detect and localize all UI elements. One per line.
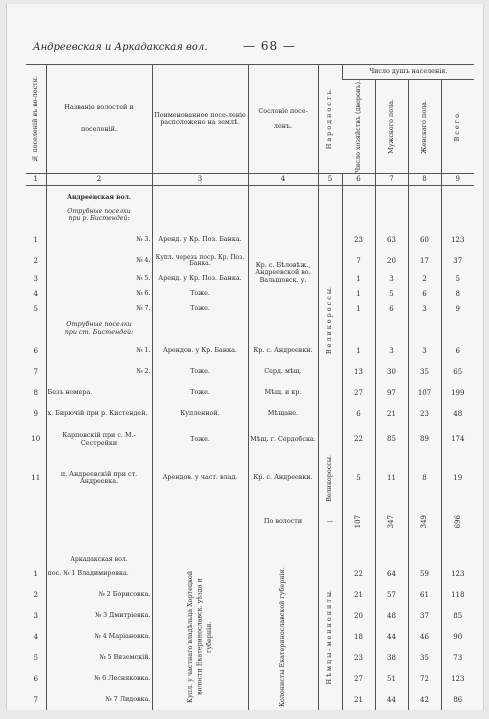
table-cell xyxy=(342,186,375,230)
class-cell-merged: Кр. с. Бѣловѣж., Андреевской во. Вальшовск. у. xyxy=(248,230,318,317)
table-cell: 5 xyxy=(375,287,408,302)
section-header-andreevskaya xyxy=(26,186,474,230)
table-cell xyxy=(46,501,152,541)
table-cell: Аренд. у Кр. Поз. Банка. xyxy=(152,272,248,287)
table-cell: 65 xyxy=(441,362,474,383)
table-cell: 174 xyxy=(441,425,474,455)
table-cell: Арендов. у част. влад. xyxy=(152,455,248,502)
table-cell: 4 xyxy=(33,632,38,641)
table-cell: 8 xyxy=(33,388,38,397)
table-cell: 199 xyxy=(441,383,474,404)
table-cell: 72 xyxy=(408,668,441,689)
table-cell: 1 xyxy=(33,235,38,244)
table-cell: 5 xyxy=(342,455,375,502)
table-cell: 37 xyxy=(408,605,441,626)
table-cell: 21 xyxy=(342,584,375,605)
colnum: 8 xyxy=(408,174,441,186)
running-head: Андреевская и Аркадакская вол. xyxy=(33,42,208,53)
table-cell: 97 xyxy=(375,383,408,404)
table-cell: Кр. с. Андреевки. xyxy=(248,341,318,362)
table-cell: 35 xyxy=(408,362,441,383)
table-cell: 7 xyxy=(342,251,375,272)
table-cell: Тоже. xyxy=(152,302,248,317)
table-cell: 3 xyxy=(33,274,38,283)
table-cell: 8 xyxy=(441,287,474,302)
column-number-row xyxy=(26,174,474,186)
table-cell xyxy=(375,317,408,341)
total-label: По волости xyxy=(248,501,318,541)
table-cell: 2 xyxy=(33,590,38,599)
table-cell: 5 xyxy=(33,653,38,662)
header-population-group: Число душъ населенія. xyxy=(342,65,474,80)
table-cell: 13 xyxy=(342,362,375,383)
table-row xyxy=(26,341,474,362)
table-cell: пос. № 1 Владимировка. xyxy=(46,563,152,584)
table-cell xyxy=(441,541,474,563)
table-cell: 1 xyxy=(342,287,375,302)
table-cell: 107 xyxy=(408,383,441,404)
header-female: Женскаго пола. xyxy=(408,80,441,174)
table-cell: 42 xyxy=(408,689,441,710)
table-cell: № 3 Дмитріевка. xyxy=(46,605,152,626)
table-cell: Тоже. xyxy=(152,425,248,455)
table-cell: 23 xyxy=(342,230,375,251)
table-cell: 18 xyxy=(342,626,375,647)
table-cell: 48 xyxy=(375,605,408,626)
table-cell: 8 xyxy=(408,455,441,502)
colnum: 3 xyxy=(152,174,248,186)
colnum: 2 xyxy=(46,174,152,186)
table-cell: Купленной. xyxy=(152,404,248,425)
table-cell: 23 xyxy=(408,404,441,425)
colnum: 4 xyxy=(248,174,318,186)
table-cell: № 7 Лидовка. xyxy=(46,689,152,710)
section-title: Аркадакская вол. xyxy=(46,541,152,563)
table-cell: 89 xyxy=(408,425,441,455)
header-land: Поименованное посе-леніе расположено на землѣ. xyxy=(152,65,248,174)
table-cell xyxy=(342,317,375,341)
table-cell: 17 xyxy=(408,251,441,272)
table-cell: 86 xyxy=(441,689,474,710)
table-cell: 123 xyxy=(441,668,474,689)
colnum: 6 xyxy=(342,174,375,186)
table-cell: 48 xyxy=(441,404,474,425)
table-cell xyxy=(342,541,375,563)
table-cell: № 2. xyxy=(46,362,152,383)
table-cell: х. Бирючій при р. Кистендей. xyxy=(46,404,152,425)
table-cell: Арендов. у Кр. Банка. xyxy=(152,341,248,362)
table-cell xyxy=(248,541,318,563)
table-cell: 85 xyxy=(441,605,474,626)
class-cell-merged: Колонисты Екатеринославской губерніи. xyxy=(248,563,318,710)
table-cell xyxy=(441,317,474,341)
table-cell: 73 xyxy=(441,647,474,668)
table-cell: 38 xyxy=(375,647,408,668)
table-cell xyxy=(318,541,342,563)
table-cell: № 4. xyxy=(46,251,152,272)
header-male: Мужского пола. xyxy=(375,80,408,174)
header-nationality: Н а р о д н о с т ь. xyxy=(318,65,342,174)
table-cell: 23 xyxy=(342,647,375,668)
table-cell: № 3. xyxy=(46,230,152,251)
table-cell xyxy=(152,501,248,541)
header-total: В с е г о. xyxy=(441,80,474,174)
header-name: Названіе волостей и поселеній. xyxy=(46,65,152,174)
table-cell: 22 xyxy=(342,563,375,584)
table-cell: № 6 Лесняковка. xyxy=(46,668,152,689)
table-cell: 61 xyxy=(408,584,441,605)
table-cell: Карповскій при с. М.-Сестрейки xyxy=(46,425,152,455)
table-cell: 3 xyxy=(408,341,441,362)
table-cell: № 5. xyxy=(46,272,152,287)
table-cell: № 7. xyxy=(46,302,152,317)
table-cell: 3 xyxy=(375,341,408,362)
table-cell xyxy=(441,186,474,230)
table-cell: Тоже. xyxy=(152,383,248,404)
nationality-velikorossy-short: Великороссы. xyxy=(318,455,342,502)
table-cell xyxy=(408,541,441,563)
table-cell: № 4 Маріановка. xyxy=(46,626,152,647)
table-cell: Мѣщ. г. Сердобска. xyxy=(248,425,318,455)
table-cell: 9 xyxy=(33,409,38,418)
table-cell: Безъ номера. xyxy=(46,383,152,404)
table-cell: 1 xyxy=(342,302,375,317)
population-table xyxy=(26,64,474,710)
colnum: 9 xyxy=(441,174,474,186)
table-cell: 123 xyxy=(441,230,474,251)
table-cell: 35 xyxy=(408,647,441,668)
section-header-arkadakskaya xyxy=(26,541,474,563)
table-cell xyxy=(375,186,408,230)
total-male: 347 xyxy=(375,501,408,541)
table-cell: 5 xyxy=(441,272,474,287)
total-female: 349 xyxy=(408,501,441,541)
table-cell xyxy=(408,186,441,230)
table-cell: 2 xyxy=(408,272,441,287)
subsection-header xyxy=(26,317,474,341)
subsection-title: Отрубные поселки при ст. Бистендей: xyxy=(46,317,152,341)
table-cell: 10 xyxy=(31,435,41,444)
table-cell: 85 xyxy=(375,425,408,455)
table-row xyxy=(26,563,474,584)
table-cell: 6 xyxy=(33,674,38,683)
table-cell: 2 xyxy=(33,256,38,265)
table-cell: 11 xyxy=(375,455,408,502)
table-cell: 20 xyxy=(375,251,408,272)
table-cell: 21 xyxy=(342,689,375,710)
volost-total-row xyxy=(26,501,474,541)
table-cell: 90 xyxy=(441,626,474,647)
table-cell xyxy=(26,501,46,541)
table-cell xyxy=(26,317,46,341)
table-cell: 6 xyxy=(375,302,408,317)
table-cell: 63 xyxy=(375,230,408,251)
table-cell: 57 xyxy=(375,584,408,605)
table-cell: 1 xyxy=(33,569,38,578)
total-households: 107 xyxy=(342,501,375,541)
table-cell: 60 xyxy=(408,230,441,251)
table-cell: 6 xyxy=(441,341,474,362)
header-settlement-number: № поселеній въ во-лости. xyxy=(26,65,46,174)
table-cell: № 6. xyxy=(46,287,152,302)
table-cell: 51 xyxy=(375,668,408,689)
table-cell: 64 xyxy=(375,563,408,584)
table-cell: 22 xyxy=(342,425,375,455)
table-cell: 7 xyxy=(33,695,38,704)
table-cell: 44 xyxy=(375,689,408,710)
table-cell: 44 xyxy=(375,626,408,647)
table-cell xyxy=(152,541,248,563)
table-row xyxy=(26,455,474,502)
table-cell: 20 xyxy=(342,605,375,626)
table-cell: 4 xyxy=(33,289,38,298)
table-row xyxy=(26,362,474,383)
table-cell: 3 xyxy=(375,272,408,287)
colnum: 7 xyxy=(375,174,408,186)
total-all: 696 xyxy=(441,501,474,541)
table-cell xyxy=(248,186,318,230)
table-cell xyxy=(248,317,318,341)
table-cell: Аренд. у Кр. Поз. Банка. xyxy=(152,230,248,251)
table-cell xyxy=(152,317,248,341)
table-cell xyxy=(26,186,46,230)
colnum: 5 xyxy=(318,174,342,186)
table-cell: 7 xyxy=(33,367,38,376)
table-cell: 1 xyxy=(342,272,375,287)
table-cell: 3 xyxy=(33,611,38,620)
header-class: Сословіе посе- ленъ. xyxy=(248,65,318,174)
table-cell: 11 xyxy=(31,473,41,482)
table-row xyxy=(26,404,474,425)
table-cell: 46 xyxy=(408,626,441,647)
table-cell: 6 xyxy=(342,404,375,425)
header-households: Число хозяйствъ (дворовъ). xyxy=(342,80,375,174)
table-row xyxy=(26,230,474,251)
table-cell: 30 xyxy=(375,362,408,383)
colnum: 1 xyxy=(26,174,46,186)
table-cell: 118 xyxy=(441,584,474,605)
table-cell: 6 xyxy=(408,287,441,302)
table-cell: № 2 Борисовка. xyxy=(46,584,152,605)
table-cell: № 5 Вяземскій. xyxy=(46,647,152,668)
table-cell: 3 xyxy=(408,302,441,317)
table-cell: п. Андреевскій при ст. Андреевка. xyxy=(46,455,152,502)
page-number: — 68 — xyxy=(243,39,296,53)
table-cell: Тоже. xyxy=(152,287,248,302)
table-row xyxy=(26,383,474,404)
table-cell: Кр. с. Андреевки. xyxy=(248,455,318,502)
table-cell: 37 xyxy=(441,251,474,272)
table-cell xyxy=(26,541,46,563)
table-cell: Мѣщане. xyxy=(248,404,318,425)
table-cell: 19 xyxy=(441,455,474,502)
table-cell: Тоже. xyxy=(152,362,248,383)
table-cell: 5 xyxy=(33,304,38,313)
land-cell-merged: Купл. у частнаго владѣльца Хортецкой волости Екатеринославск. уѣзда и губерніи. xyxy=(152,563,248,710)
table-cell: 9 xyxy=(441,302,474,317)
table-cell: Мѣщ. и кр. xyxy=(248,383,318,404)
nationality-velikorossy: В е л и к о р о с с ы. xyxy=(318,186,342,455)
table-cell xyxy=(375,541,408,563)
table-cell: Серд. мѣщ. xyxy=(248,362,318,383)
table-cell: 27 xyxy=(342,383,375,404)
table-cell: 59 xyxy=(408,563,441,584)
table-cell: 1 xyxy=(342,341,375,362)
table-cell: Купл. черезъ поср. Кр. Поз. Банка. xyxy=(152,251,248,272)
table-cell: 21 xyxy=(375,404,408,425)
section-title: Андреевская вол. Отрубные поселки при р. Бистендей: xyxy=(46,186,152,230)
nationality-mennonites: Н ѣ м ц ы - м е н н о н и т ы. xyxy=(318,563,342,710)
table-cell xyxy=(408,317,441,341)
table-cell: 6 xyxy=(33,346,38,355)
table-cell xyxy=(152,186,248,230)
total-dash: — xyxy=(318,501,342,541)
table-cell: № 1. xyxy=(46,341,152,362)
table-cell: 123 xyxy=(441,563,474,584)
table-cell: 27 xyxy=(342,668,375,689)
table-row xyxy=(26,425,474,455)
